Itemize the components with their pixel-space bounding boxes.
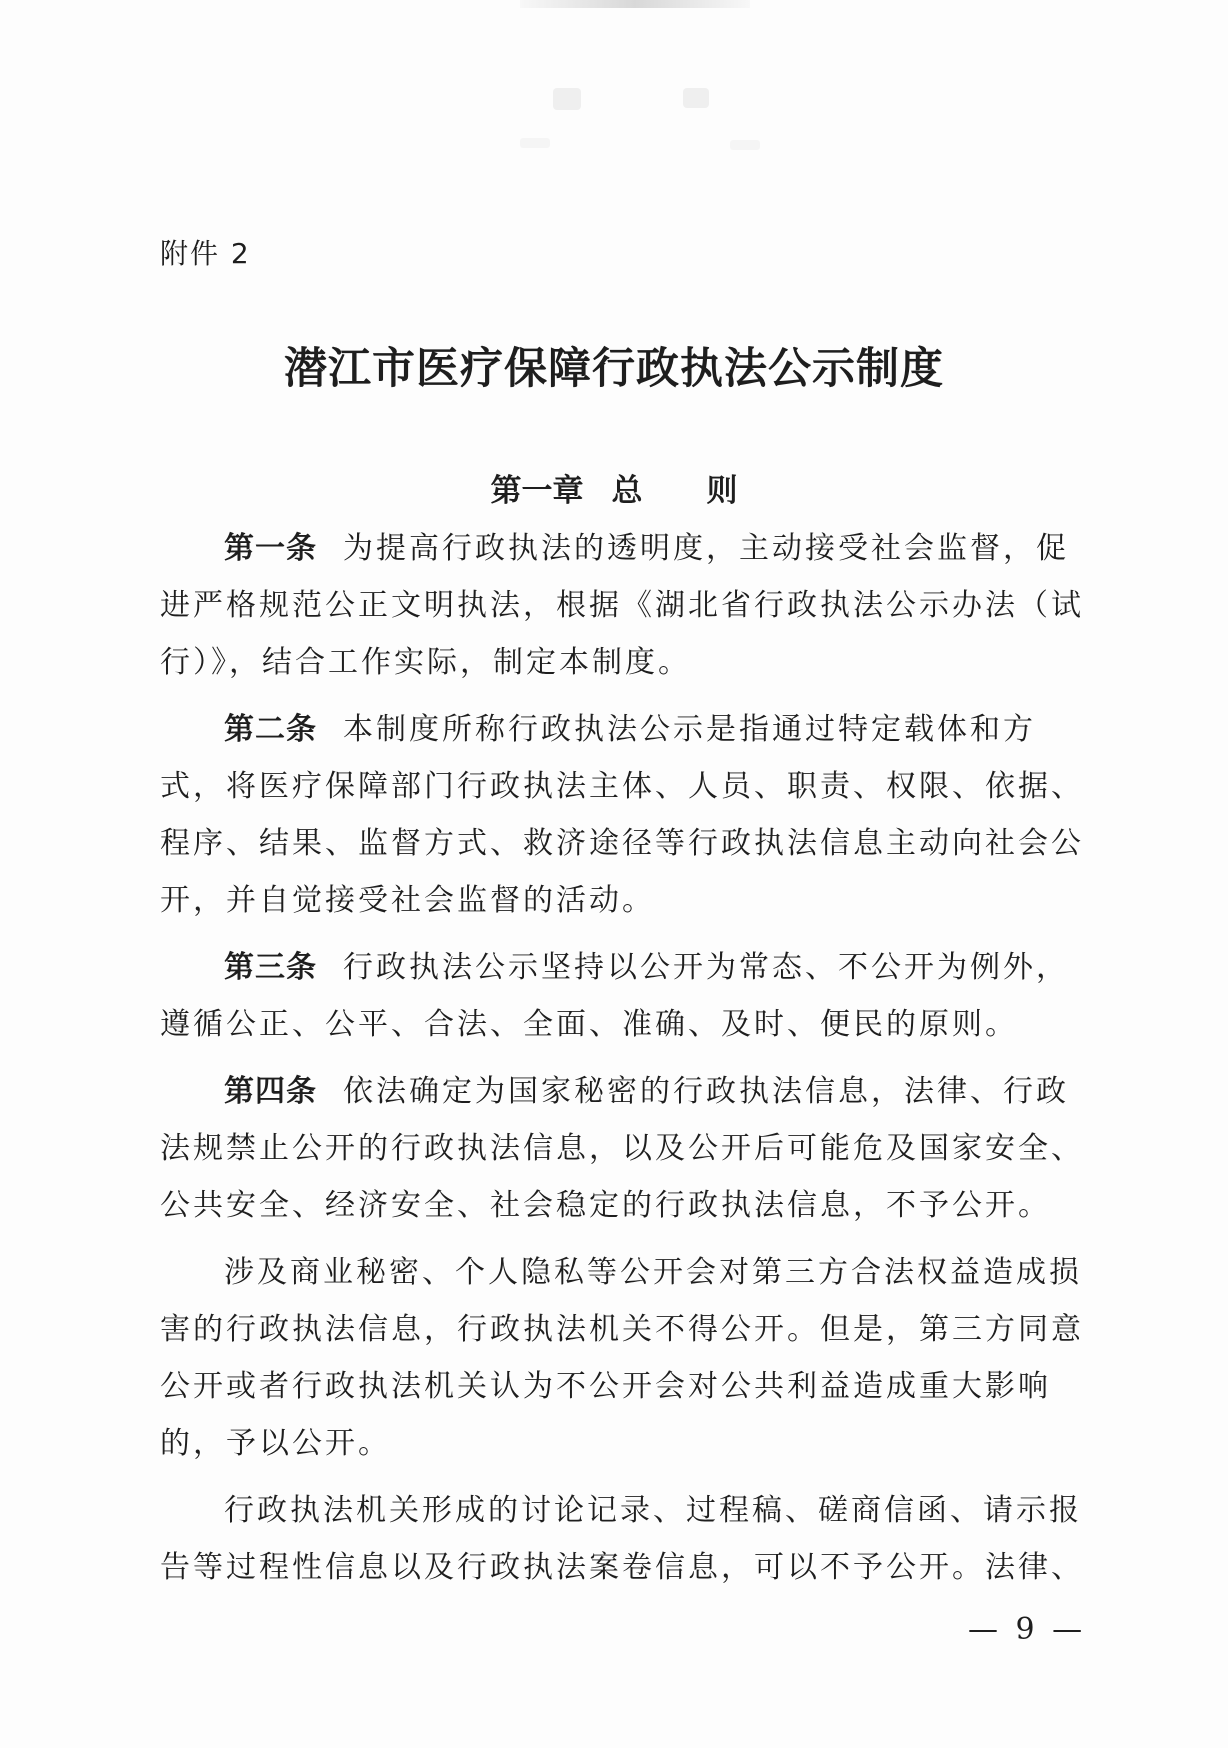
article-line: 式，将医疗保障部门行政执法主体、人员、职责、权限、依据、: [160, 769, 1084, 804]
paragraph-line: 害的行政执法信息，行政执法机关不得公开。但是，第三方同意: [160, 1312, 1084, 1347]
chapter-word-2: 则: [706, 473, 738, 509]
scan-artifact-top: [520, 0, 750, 8]
document-title: 潜江市医疗保障行政执法公示制度: [284, 344, 944, 394]
scan-smudge: [520, 138, 550, 148]
scan-smudge: [553, 88, 581, 110]
attachment-label: 附件 2: [160, 237, 251, 270]
article-line: 公共安全、经济安全、社会稳定的行政执法信息，不予公开。: [160, 1188, 1051, 1223]
scan-smudge: [683, 88, 709, 108]
article-line: 程序、结果、监督方式、救济途径等行政执法信息主动向社会公: [160, 826, 1084, 861]
paragraph-line: 告等过程性信息以及行政执法案卷信息，可以不予公开。法律、: [160, 1550, 1084, 1585]
article-line: 第二条 本制度所称行政执法公示是指通过特定载体和方: [224, 712, 1036, 747]
paragraph-line: 的，予以公开。: [160, 1426, 391, 1461]
article-line: 第一条 为提高行政执法的透明度，主动接受社会监督，促: [224, 531, 1069, 566]
article-2: [160, 701, 1082, 929]
article-line: 法规禁止公开的行政执法信息，以及公开后可能危及国家安全、: [160, 1131, 1084, 1166]
article-3: [160, 939, 1082, 1053]
paragraph-line: 行政执法机关形成的讨论记录、过程稿、磋商信函、请示报: [224, 1493, 1082, 1528]
article-label: 第二条: [224, 712, 317, 747]
page-number: — 9 —: [968, 1612, 1087, 1647]
scan-smudge: [730, 140, 760, 150]
article-line: 开，并自觉接受社会监督的活动。: [160, 883, 655, 918]
paragraph-1: [160, 1244, 1082, 1472]
chapter-number: 第一章: [490, 473, 584, 509]
paragraph-2: [160, 1482, 1082, 1596]
article-line: 进严格规范公正文明执法，根据《湖北省行政执法公示办法（试: [160, 588, 1084, 623]
document-body: [160, 520, 1082, 1596]
paragraph-line: 涉及商业秘密、个人隐私等公开会对第三方合法权益造成损: [224, 1255, 1082, 1290]
article-label: 第三条: [224, 950, 317, 985]
article-line: 遵循公正、公平、合法、全面、准确、及时、便民的原则。: [160, 1007, 1018, 1042]
article-label: 第四条: [224, 1074, 317, 1109]
article-line: 第三条 行政执法公示坚持以公开为常态、不公开为例外，: [224, 950, 1069, 985]
chapter-heading: [0, 465, 1228, 510]
article-line: 行）》，结合工作实际，制定本制度。: [160, 645, 691, 680]
article-1: [160, 520, 1082, 691]
article-label: 第一条: [224, 531, 317, 566]
paragraph-line: 公开或者行政执法机关认为不公开会对公共利益造成重大影响: [160, 1369, 1051, 1404]
article-line: 第四条 依法确定为国家秘密的行政执法信息，法律、行政: [224, 1074, 1069, 1109]
article-4: [160, 1063, 1082, 1234]
chapter-word-1: 总: [611, 473, 643, 509]
